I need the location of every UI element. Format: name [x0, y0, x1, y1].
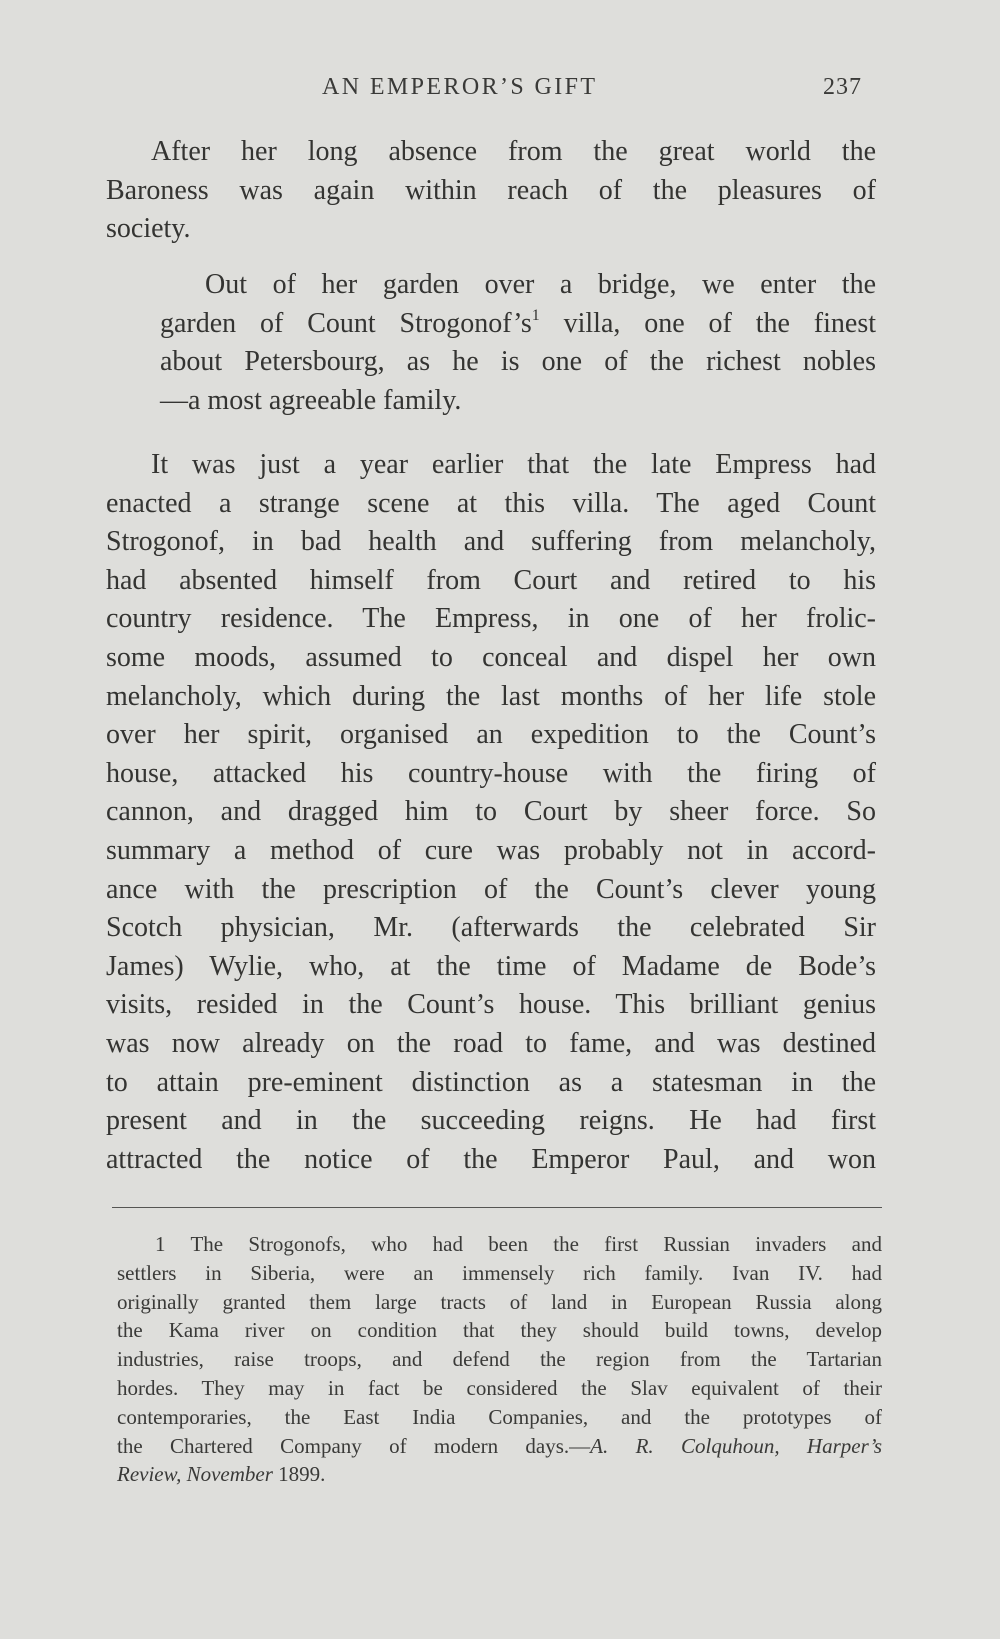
text-line: attracted the notice of the Emperor Paul, and won — [106, 1143, 876, 1175]
text-line: After her long absence from the great world the — [151, 136, 876, 167]
text-fragment: villa, one of the finest — [563, 307, 876, 339]
footnote-attribution-year: 1899. — [278, 1462, 326, 1487]
footnote-line — [117, 1432, 882, 1461]
footnote — [117, 1230, 882, 1489]
text-line: melancholy, which during the last months of her life stole — [106, 680, 876, 712]
text-line: Baroness was again within reach of the pleasures of — [106, 174, 876, 206]
text-line: Strogonof, in bad health and suffering from melancholy, — [106, 526, 876, 558]
text-line: society. — [106, 213, 191, 245]
text-line: James) Wylie, who, at the time of Madame de Bode’s — [106, 950, 876, 982]
footnote-number: 1 — [155, 1232, 166, 1256]
footnote-divider — [112, 1207, 882, 1208]
text-line: about Petersbourg, as he is one of the richest nobles — [160, 346, 876, 378]
footnote-attribution-author: A. R. Colquhoun, Harper’s — [590, 1433, 882, 1458]
paragraph-1 — [106, 133, 876, 249]
text-fragment: garden of Count Strogonof’s — [160, 307, 532, 339]
text-fragment: The Strogonofs, who had been the first Russian invaders and — [190, 1232, 883, 1256]
text-line: to attain pre-eminent distinction as a statesman in the — [106, 1066, 876, 1098]
running-header — [0, 74, 1000, 104]
paragraph-2 — [160, 266, 876, 420]
text-line: ance with the prescription of the Count’s clever young — [106, 873, 876, 905]
text-line: summary a method of cure was probably not in accord- — [106, 834, 876, 866]
text-line: Out of her garden over a bridge, we enter the — [205, 269, 876, 300]
text-line-with-footnote — [160, 305, 876, 344]
page-number: 237 — [823, 74, 862, 100]
footnote-line: hordes. They may in fact be considered the Slav equivalent of their — [117, 1375, 882, 1400]
paragraph-3 — [106, 446, 876, 1179]
text-line: visits, resided in the Count’s house. This brilliant genius — [106, 989, 876, 1021]
footnote-attribution-source: Review, November — [117, 1462, 273, 1487]
text-line: some moods, assumed to conceal and dispel her own — [106, 641, 876, 673]
text-line: enacted a strange scene at this villa. The aged Count — [106, 487, 876, 519]
text-line: Scotch physician, Mr. (afterwards the celebrated Sir — [106, 912, 876, 944]
text-line: present and in the succeeding reigns. He had first — [106, 1105, 876, 1137]
text-line: house, attacked his country-house with the firing of — [106, 757, 876, 789]
text-line: It was just a year earlier that the late Empress had — [151, 449, 876, 480]
text-line: had absented himself from Court and retired to his — [106, 564, 876, 596]
footnote-line — [117, 1460, 882, 1489]
footnote-line: the Kama river on condition that they should build towns, develop — [117, 1318, 882, 1343]
footnote-line: settlers in Siberia, were an immensely rich family. Ivan IV. had — [117, 1260, 882, 1285]
footnote-line: industries, raise troops, and defend the region from the Tartarian — [117, 1347, 882, 1372]
footnote-line: contemporaries, the East India Companies, and the prototypes of — [117, 1404, 882, 1429]
text-line: over her spirit, organised an expedition to the Count’s — [106, 719, 876, 751]
running-title: AN EMPEROR’S GIFT — [322, 74, 598, 100]
text-line: country residence. The Empress, in one of her frolic- — [106, 603, 876, 635]
text-line: cannon, and dragged him to Court by sheer force. So — [106, 796, 876, 828]
text-fragment: the Chartered Company of modern days.— — [117, 1433, 591, 1458]
text-line: —a most agreeable family. — [160, 384, 462, 416]
footnote-marker[interactable]: 1 — [531, 306, 540, 324]
footnote-line — [117, 1230, 882, 1259]
footnote-line: originally granted them large tracts of land in European Russia along — [117, 1289, 882, 1314]
text-line: was now already on the road to fame, and was destined — [106, 1027, 876, 1059]
